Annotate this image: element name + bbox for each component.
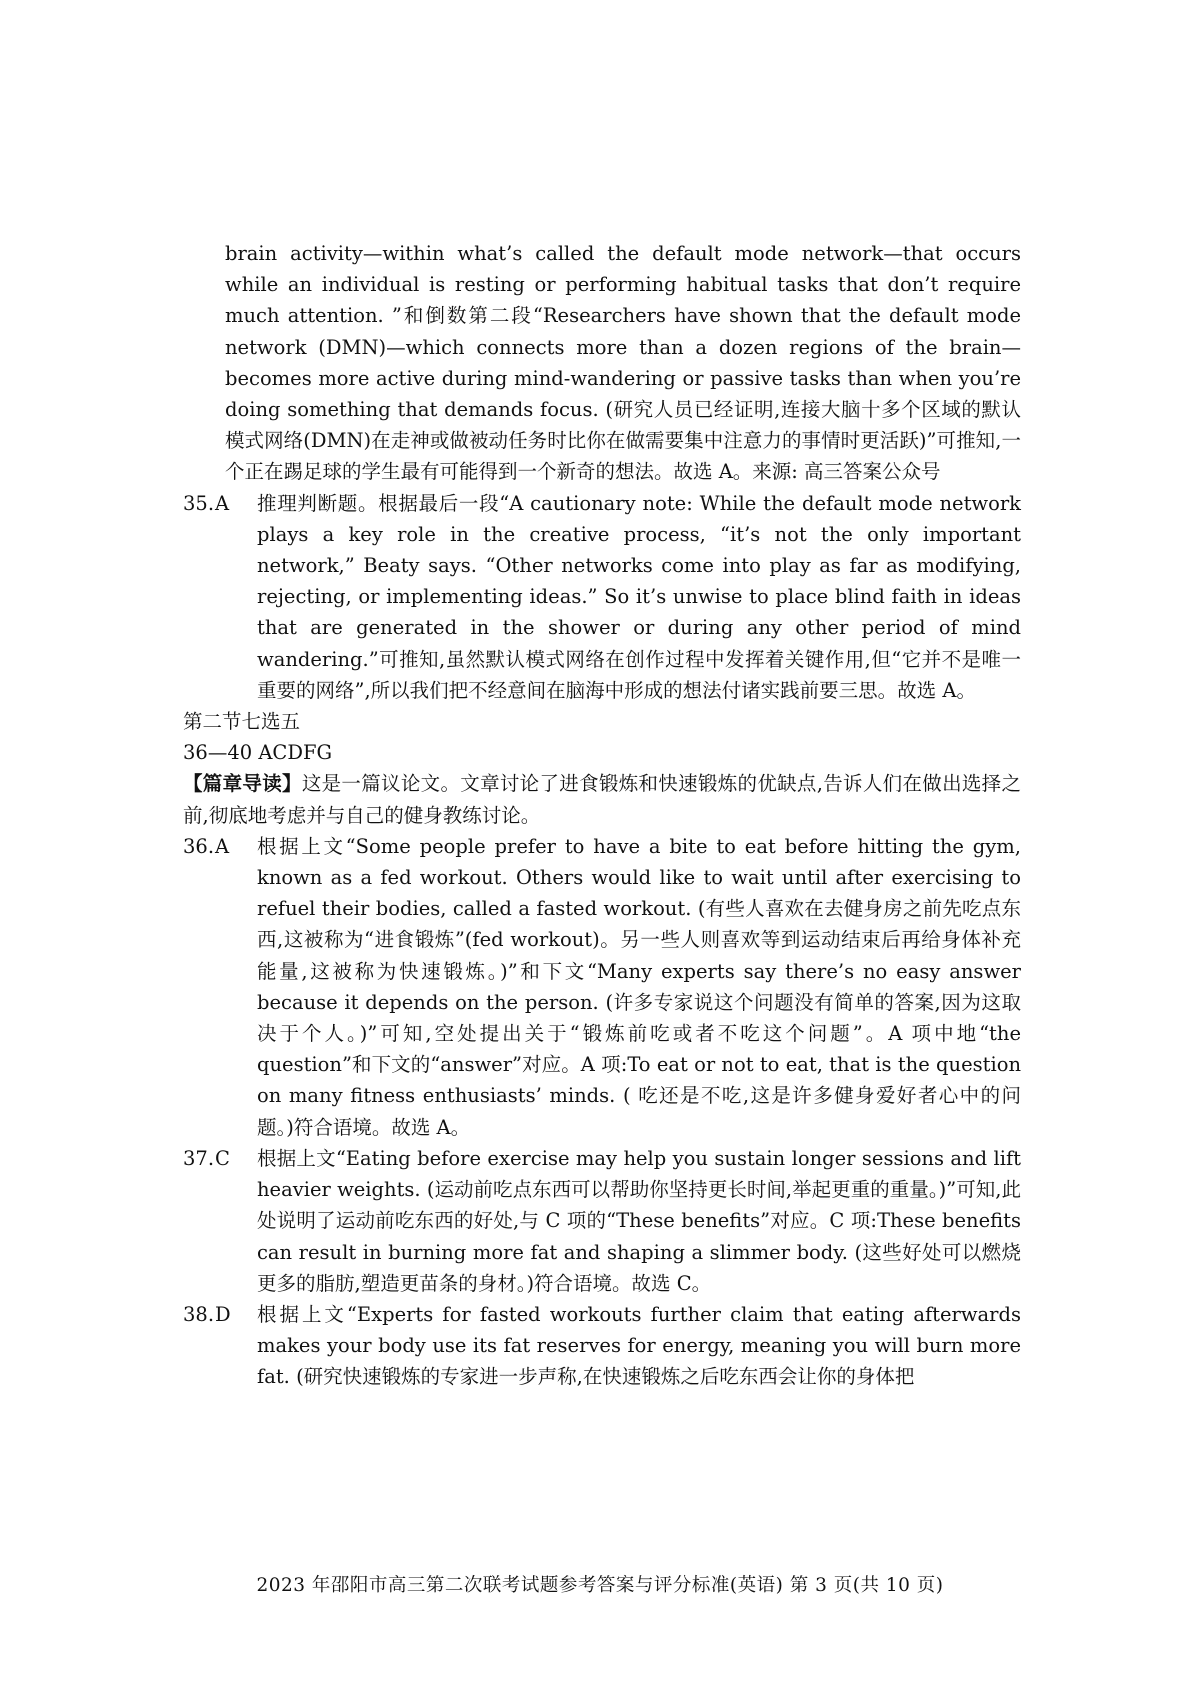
q35-item [183, 488, 1021, 706]
q36-item [183, 831, 1021, 1143]
answer-letter: D [215, 1302, 231, 1326]
answer-letter: C [215, 1146, 230, 1170]
answer-key: 36—40 ACDFG [183, 741, 333, 765]
question-number: 36. [183, 834, 215, 858]
guide-text: 这是一篇议论文。文章讨论了进食锻炼和快速锻炼的优缺点,告诉人们在做出选择之前,彻底地考虑并与自己的健身教练讨论。 [183, 772, 1021, 827]
explanation-text: 推理判断题。根据最后一段“A cautionary note: While the default mode network plays a key role in the creative process, “it’s not the only important network,” Beaty says. “Other networks come into play as far as modifying, rejecting, or implementing ideas.” So it’s unwise to place blind faith in ideas that are generated in the shower or during any other period of mind wandering.”可推知,虽然默认模式网络在创作过程中发挥着关键作用,但“它并不是唯一重要的网络”,所以我们把不经意间在脑海中形成的想法付诸实践前要三思。故选 A。 [257, 491, 1021, 702]
q37-item [183, 1143, 1021, 1299]
question-number: 37. [183, 1146, 215, 1170]
question-number: 35. [183, 491, 215, 515]
page-footer: 2023 年邵阳市高三第二次联考试题参考答案与评分标准(英语) 第 3 页(共 10 页) [256, 1575, 944, 1596]
guide-tag: 【篇章导读】 [183, 772, 302, 796]
q38-item [183, 1299, 1021, 1393]
passage-guide [183, 768, 1021, 830]
question-number: 38. [183, 1302, 215, 1326]
section-heading: 第二节七选五 [183, 710, 301, 734]
answer-letter: A [215, 491, 230, 515]
answer-content [183, 238, 1021, 1393]
explanation-text: 根据上文“Some people prefer to have a bite to eat before hitting the gym, known as a fed workout. Others would like to wait until after exercising to refuel their bodies, called a fasted workout. (有些人喜欢在去健身房之前先吃点东西,这被称为“进食锻炼”(fed workout)。另一些人则喜欢等到运动结束后再给身体补充能量,这被称为快速锻炼。)”和下文“Many experts say there’s no easy answer because it depends on the person. (许多专家说这个问题没有简单的答案,因为这取决于个人。)”可知,空处提出关于“锻炼前吃或者不吃这个问题”。A 项中地“the question”和下文的“answer”对应。A 项:To eat or not to eat, that is the question on many fitness enthusiasts’ minds. ( 吃还是不吃,这是许多健身爱好者心中的问题。)符合语境。故选 A。 [257, 834, 1021, 1139]
explanation-text: 根据上文“Eating before exercise may help you sustain longer sessions and lift heavier weights. (运动前吃点东西可以帮助你坚持更长时间,举起更重的重量。)”可知,此处说明了运动前吃东西的好处,与 C 项的“These benefits”对应。C 项:These benefits can result in burning more fat and shaping a slimmer body. (这些好处可以燃烧更多的脂肪,塑造更苗条的身材。)符合语境。故选 C。 [257, 1146, 1021, 1295]
explanation-text: 根据上文“Experts for fasted workouts further claim that eating afterwards makes your body use its fat reserves for energy, meaning you will burn more fat. (研究快速锻炼的专家进一步声称,在快速锻炼之后吃东西会让你的身体把 [257, 1302, 1021, 1389]
q34-continuation: brain activity—within what’s called the default mode network—that occurs while an individual is resting or performing habitual tasks that don’t require much attention. ”和倒数第二段“Researchers have shown that the default mode network (DMN)—which connects more than a dozen regions of the brain—becomes more active during mind-wandering or passive tasks than when you’re doing something that demands focus. (研究人员已经证明,连接大脑十多个区域的默认模式网络(DMN)在走神或做被动任务时比你在做需要集中注意力的事情时更活跃)”可推知,一个正在踢足球的学生最有可能得到一个新奇的想法。故选 A。来源: 高三答案公众号 [225, 242, 1021, 484]
answer-letter: A [215, 834, 230, 858]
